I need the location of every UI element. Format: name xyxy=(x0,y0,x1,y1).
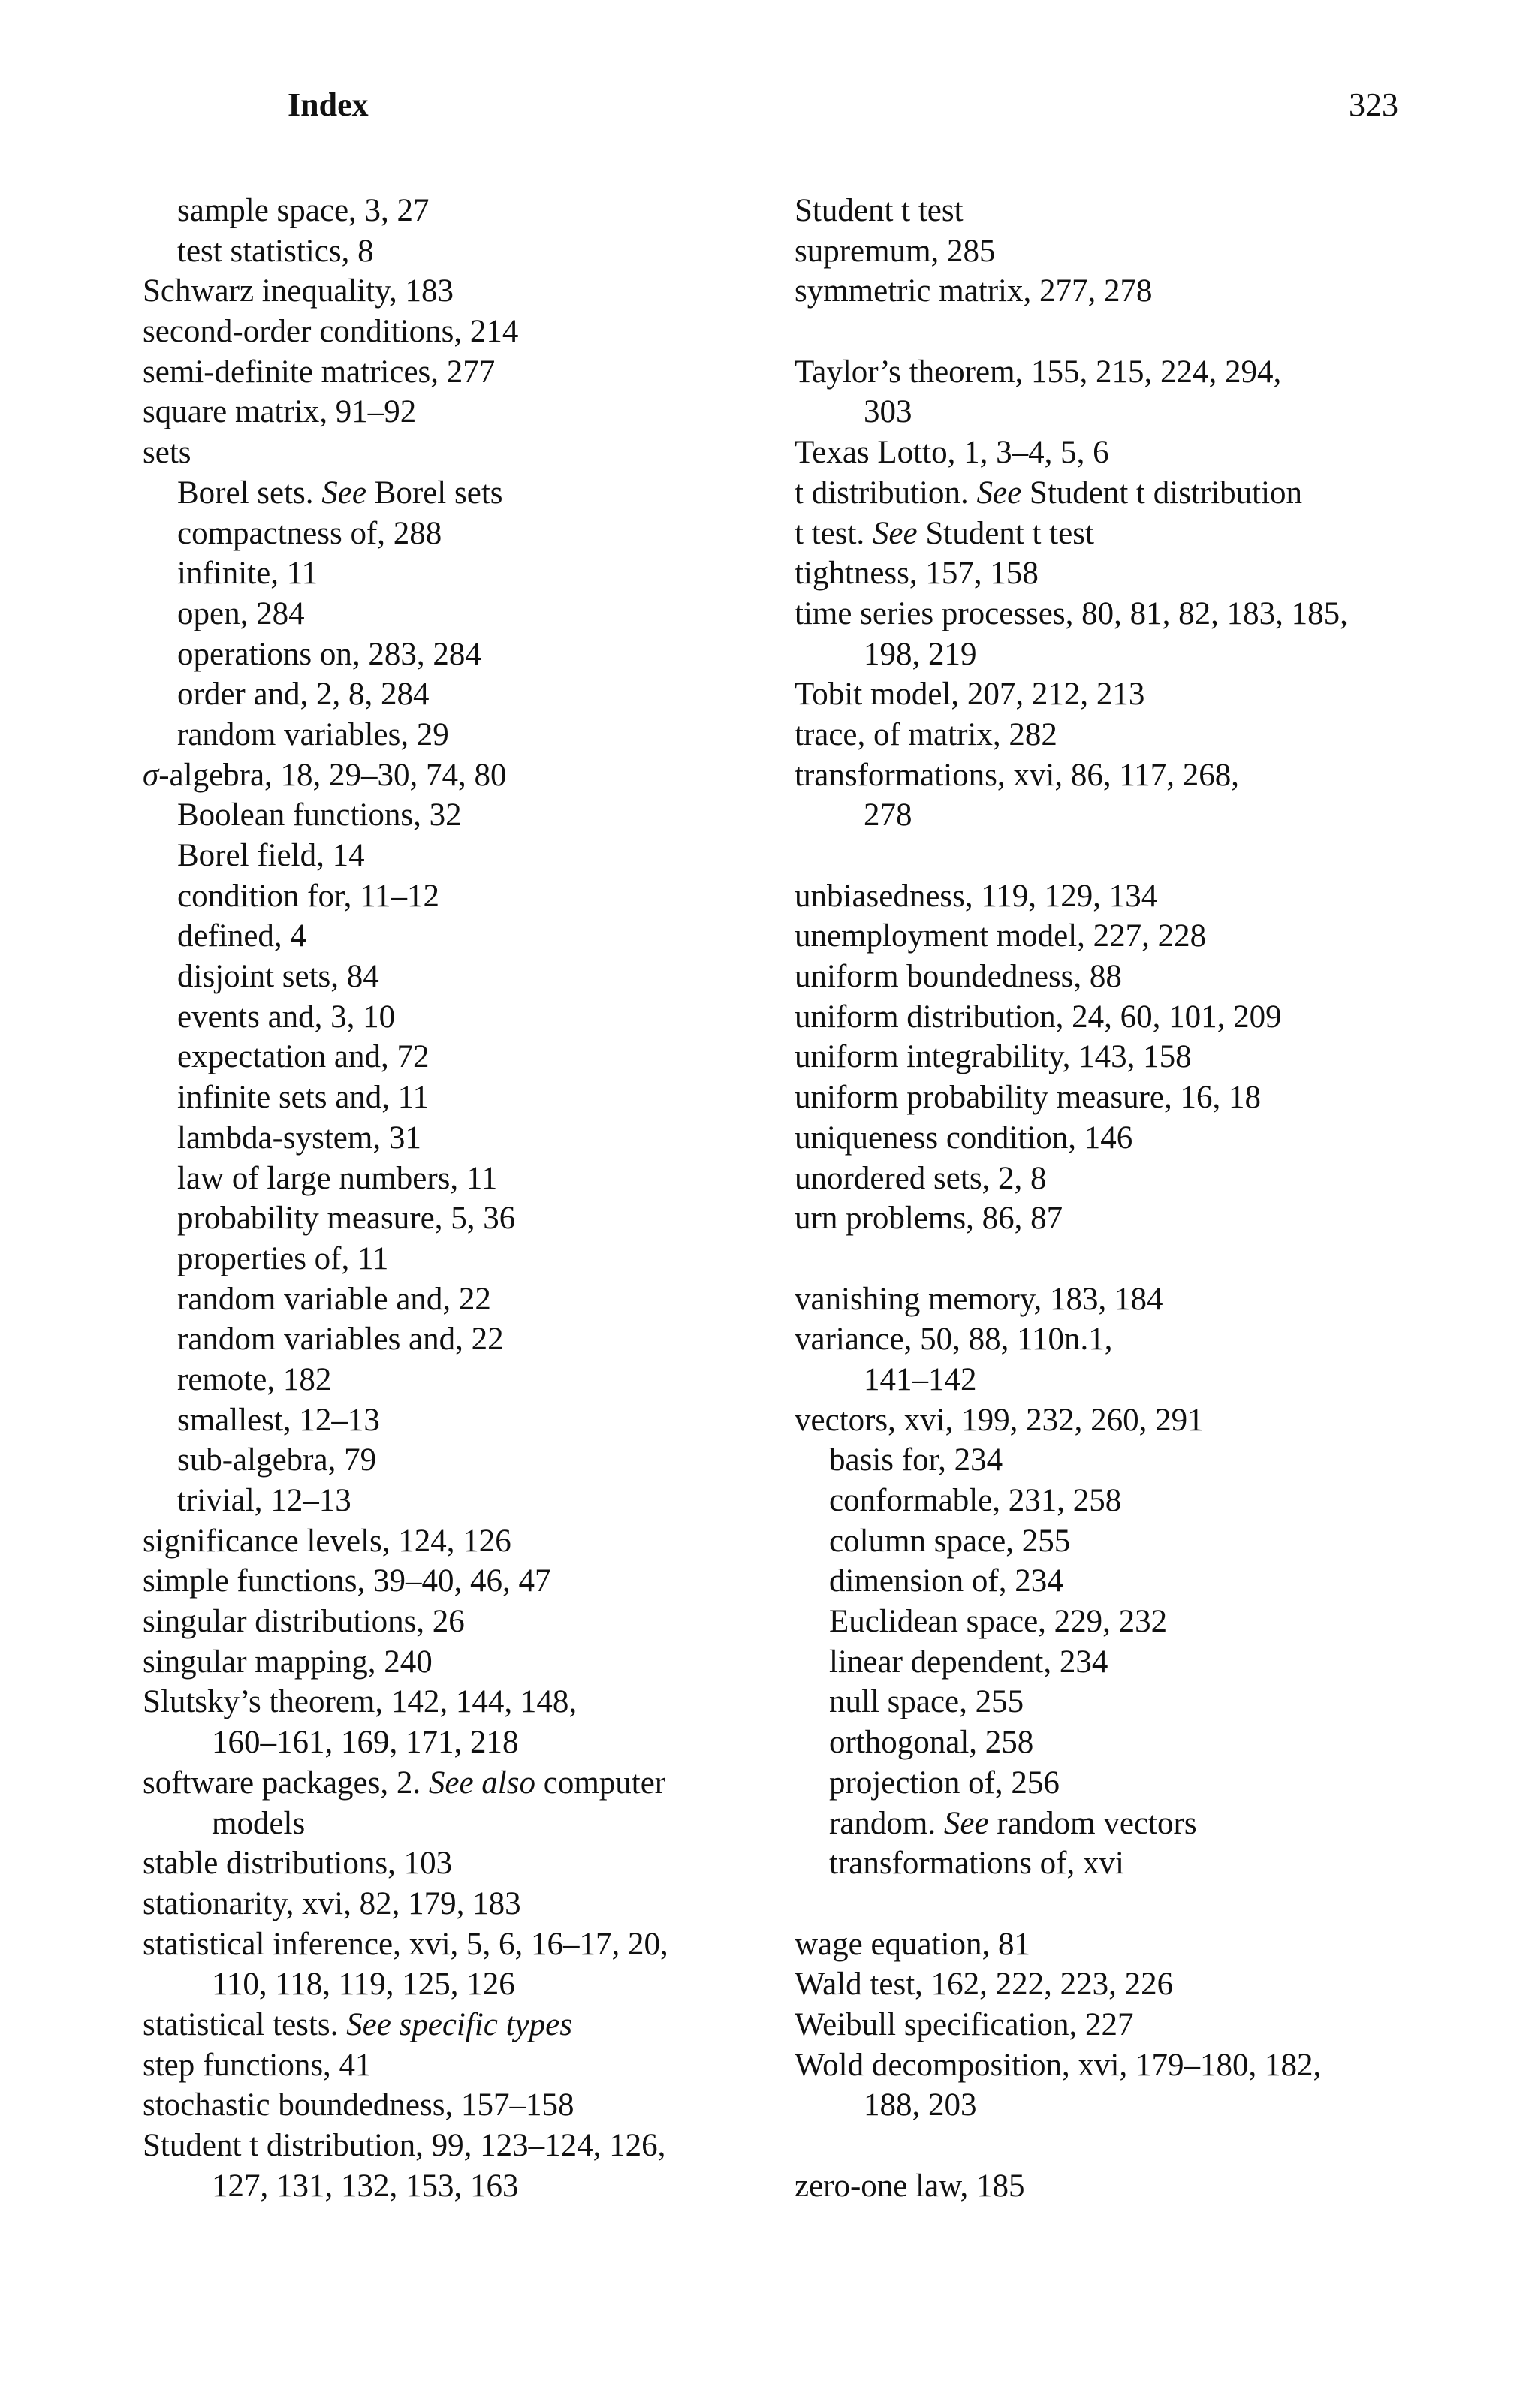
index-subentry xyxy=(143,1360,804,1400)
index-entry-text: order and, 2, 8, 284 xyxy=(177,677,430,713)
index-subentry xyxy=(143,916,804,957)
index-entry xyxy=(795,1077,1455,1118)
index-entry-text: Student t test xyxy=(917,515,1094,551)
index-entry xyxy=(795,916,1455,957)
index-entry-text: software packages, 2. xyxy=(143,1765,429,1801)
index-entry-text: simple functions, 39–40, 46, 47 xyxy=(143,1563,551,1599)
index-entry xyxy=(795,2166,1455,2207)
index-entry xyxy=(143,755,804,796)
index-group-gap xyxy=(795,312,1455,352)
index-entry-text: random variable and, 22 xyxy=(177,1281,491,1317)
index-entry xyxy=(795,594,1455,634)
index-entry xyxy=(795,957,1455,997)
index-entry-text: lambda-system, 31 xyxy=(177,1120,421,1156)
index-entry-text: column space, 255 xyxy=(829,1523,1071,1559)
index-subentry xyxy=(143,634,804,675)
index-cross-reference-label: See also xyxy=(428,1765,535,1801)
index-entry-text: uniform distribution, 24, 60, 101, 209 xyxy=(795,999,1282,1035)
index-entry-text: basis for, 234 xyxy=(829,1442,1003,1478)
index-entry-text: disjoint sets, 84 xyxy=(177,959,379,995)
index-entry-text: 188, 203 xyxy=(864,2087,977,2123)
index-entry-text: infinite sets and, 11 xyxy=(177,1080,430,1116)
index-cross-reference-label: See xyxy=(321,475,366,511)
index-entry-text: dimension of, 234 xyxy=(829,1563,1063,1599)
index-entry-text: semi-definite matrices, 277 xyxy=(143,354,496,390)
index-entry-text: vectors, xvi, 199, 232, 260, 291 xyxy=(795,1402,1204,1438)
index-entry-text: 141–142 xyxy=(864,1361,977,1397)
index-entry-text: Weibull specification, 227 xyxy=(795,2006,1134,2042)
index-entry-text: properties of, 11 xyxy=(177,1240,389,1276)
index-subentry xyxy=(143,514,804,554)
index-entry-text: Student t test xyxy=(795,193,964,228)
index-subentry xyxy=(795,1642,1455,1683)
index-cross-reference-label: See xyxy=(943,1805,989,1841)
index-entry-text: Wald test, 162, 222, 223, 226 xyxy=(795,1966,1174,2003)
index-entry-text: trivial, 12–13 xyxy=(177,1483,351,1518)
index-entry xyxy=(143,1521,804,1562)
index-subentry xyxy=(795,1804,1455,1844)
index-entry-text: random variables, 29 xyxy=(177,716,449,752)
index-subentry xyxy=(143,1037,804,1077)
index-entry xyxy=(795,1037,1455,1077)
index-entry xyxy=(795,876,1455,917)
index-subentry xyxy=(143,1440,804,1481)
index-entry-text: unbiasedness, 119, 129, 134 xyxy=(795,878,1158,914)
index-entry xyxy=(795,473,1455,514)
index-subentry xyxy=(143,1481,804,1521)
index-entry xyxy=(143,1924,804,1965)
index-entry xyxy=(795,432,1455,473)
index-subentry xyxy=(143,1118,804,1159)
index-entry-text: variance, 50, 88, 110n.1, xyxy=(795,1322,1113,1358)
index-subentry xyxy=(795,1722,1455,1763)
index-entry-text: Texas Lotto, 1, 3–4, 5, 6 xyxy=(795,435,1109,471)
index-entry-text: orthogonal, 258 xyxy=(829,1725,1034,1761)
index-entry-text: stable distributions, 103 xyxy=(143,1846,453,1882)
index-entry-text: remote, 182 xyxy=(177,1361,332,1397)
index-entry-continuation xyxy=(795,392,1455,432)
index-subentry xyxy=(795,1602,1455,1642)
index-entry xyxy=(795,1198,1455,1239)
index-entry-text: 198, 219 xyxy=(864,636,977,672)
index-entry-text: Schwarz inequality, 183 xyxy=(143,273,454,309)
index-cross-reference-label: See xyxy=(976,475,1022,511)
index-entry-text: significance levels, 124, 126 xyxy=(143,1523,511,1559)
index-subentry xyxy=(143,191,804,231)
index-entry-text: conformable, 231, 258 xyxy=(829,1483,1122,1518)
index-subentry xyxy=(795,1843,1455,1884)
index-entry-text: operations on, 283, 284 xyxy=(177,636,481,672)
index-subentry xyxy=(143,836,804,876)
index-entry-text: square matrix, 91–92 xyxy=(143,394,417,430)
index-subentry xyxy=(143,957,804,997)
index-entry xyxy=(795,1924,1455,1965)
index-entry xyxy=(795,1964,1455,2005)
index-subentry xyxy=(143,1239,804,1279)
index-entry xyxy=(143,392,804,432)
index-entry-continuation xyxy=(143,1722,804,1763)
index-subentry xyxy=(795,1682,1455,1722)
index-entry xyxy=(795,553,1455,594)
index-entry-text: Borel sets. xyxy=(177,475,322,511)
index-entry xyxy=(795,1118,1455,1159)
index-column-right xyxy=(795,191,1455,2206)
index-entry xyxy=(795,1159,1455,1199)
index-entry-text: linear dependent, 234 xyxy=(829,1644,1108,1680)
index-subentry xyxy=(143,1279,804,1320)
index-entry xyxy=(795,997,1455,1038)
index-entry-text: 127, 131, 132, 153, 163 xyxy=(212,2168,519,2204)
index-entry xyxy=(143,1602,804,1642)
index-entry-text: stochastic boundedness, 157–158 xyxy=(143,2087,574,2123)
index-entry xyxy=(143,352,804,393)
index-entry-text: test statistics, 8 xyxy=(177,233,374,269)
index-subentry xyxy=(143,1198,804,1239)
index-entry xyxy=(143,432,804,473)
index-entry-text: transformations, xvi, 86, 117, 268, xyxy=(795,757,1239,793)
index-entry-text: unemployment model, 227, 228 xyxy=(795,918,1207,954)
index-entry-text: 303 xyxy=(864,394,912,430)
index-entry-text: sub-algebra, 79 xyxy=(177,1442,377,1478)
index-entry-text: models xyxy=(212,1805,306,1841)
index-entry xyxy=(795,715,1455,755)
index-entry-text: random vectors xyxy=(988,1805,1197,1841)
index-entry-text: singular mapping, 240 xyxy=(143,1644,433,1680)
index-entry-text: t test. xyxy=(795,515,873,551)
index-subentry xyxy=(143,674,804,715)
index-entry xyxy=(795,352,1455,393)
index-entry xyxy=(143,271,804,312)
page-number: 323 xyxy=(1349,86,1398,123)
index-subentry xyxy=(143,553,804,594)
index-entry-text: random variables and, 22 xyxy=(177,1322,504,1358)
index-entry-continuation xyxy=(143,1804,804,1844)
index-entry-text: statistical tests. xyxy=(143,2006,347,2042)
index-entry-text: uniform boundedness, 88 xyxy=(795,959,1122,995)
index-entry xyxy=(143,1763,804,1804)
index-entry-text: compactness of, 288 xyxy=(177,515,442,551)
index-subentry xyxy=(143,473,804,514)
index-entry xyxy=(143,2045,804,2086)
index-entry xyxy=(143,312,804,352)
index-entry xyxy=(143,1642,804,1683)
index-entry-text: step functions, 41 xyxy=(143,2047,372,2083)
index-entry-text: sets xyxy=(143,435,191,471)
index-subentry xyxy=(143,1319,804,1360)
index-subentry xyxy=(143,1159,804,1199)
index-entry-continuation xyxy=(143,2166,804,2207)
index-entry xyxy=(143,1561,804,1602)
index-entry-text: random. xyxy=(829,1805,944,1841)
index-entry-text: singular distributions, 26 xyxy=(143,1604,465,1640)
index-entry-text: second-order conditions, 214 xyxy=(143,314,519,350)
index-entry-text: condition for, 11–12 xyxy=(177,878,439,914)
index-subentry xyxy=(143,594,804,634)
index-entry-text: smallest, 12–13 xyxy=(177,1402,380,1438)
index-entry-text: defined, 4 xyxy=(177,918,306,954)
index-entry-text: events and, 3, 10 xyxy=(177,999,396,1035)
index-entry-text: trace, of matrix, 282 xyxy=(795,716,1057,752)
index-subentry xyxy=(143,1400,804,1441)
index-entry xyxy=(143,2126,804,2166)
index-entry xyxy=(143,2005,804,2045)
index-entry-text: probability measure, 5, 36 xyxy=(177,1201,516,1237)
index-entry-text: 160–161, 169, 171, 218 xyxy=(212,1725,519,1761)
index-entry-text: null space, 255 xyxy=(829,1684,1024,1720)
index-entry-text: Taylor’s theorem, 155, 215, 224, 294, xyxy=(795,354,1282,390)
index-entry-text: zero-one law, 185 xyxy=(795,2168,1025,2204)
index-entry-text: Student t distribution, 99, 123–124, 126, xyxy=(143,2128,666,2163)
index-entry xyxy=(143,1843,804,1884)
index-entry-text: computer xyxy=(535,1765,666,1801)
index-subentry xyxy=(143,795,804,836)
index-entry xyxy=(795,1400,1455,1441)
index-entry-text: open, 284 xyxy=(177,595,305,631)
index-entry-text: Slutsky’s theorem, 142, 144, 148, xyxy=(143,1684,578,1720)
index-cross-reference-label: σ xyxy=(143,757,159,793)
index-entry-continuation xyxy=(795,795,1455,836)
index-entry xyxy=(143,1884,804,1924)
index-entry-text: stationarity, xvi, 82, 179, 183 xyxy=(143,1885,521,1921)
index-entry-text: -algebra, 18, 29–30, 74, 80 xyxy=(158,757,507,793)
index-entry xyxy=(795,191,1455,231)
index-entry-text: supremum, 285 xyxy=(795,233,996,269)
index-entry-text: infinite, 11 xyxy=(177,556,318,592)
index-entry-text: 278 xyxy=(864,797,912,833)
index-cross-reference-label: See specific types xyxy=(346,2006,572,2042)
index-group-gap xyxy=(795,1884,1455,1924)
index-entry-text: Boolean functions, 32 xyxy=(177,797,462,833)
index-entry-text: wage equation, 81 xyxy=(795,1926,1031,1962)
index-subentry xyxy=(143,997,804,1038)
index-entry-text: symmetric matrix, 277, 278 xyxy=(795,273,1153,309)
index-entry-continuation xyxy=(143,1964,804,2005)
index-entry-text: 110, 118, 119, 125, 126 xyxy=(212,1966,515,2003)
index-entry xyxy=(143,1682,804,1722)
index-group-gap xyxy=(795,2126,1455,2166)
index-subentry xyxy=(143,876,804,917)
index-subentry xyxy=(143,231,804,272)
index-entry xyxy=(795,755,1455,796)
index-entry-text: Borel sets xyxy=(366,475,503,511)
index-entry-text: tightness, 157, 158 xyxy=(795,556,1039,592)
index-entry xyxy=(795,2045,1455,2086)
index-cross-reference-label: See xyxy=(872,515,918,551)
index-entry-text: transformations of, xvi xyxy=(829,1846,1124,1882)
index-entry-text: t distribution. xyxy=(795,475,977,511)
index-subentry xyxy=(795,1481,1455,1521)
index-entry-text: uniform integrability, 143, 158 xyxy=(795,1039,1192,1075)
index-group-gap xyxy=(795,1239,1455,1279)
index-entry-text: statistical inference, xvi, 5, 6, 16–17, 20, xyxy=(143,1926,668,1962)
index-subentry xyxy=(143,1077,804,1118)
index-entry xyxy=(795,1279,1455,1320)
index-entry xyxy=(795,674,1455,715)
index-entry xyxy=(795,2005,1455,2045)
index-entry-text: expectation and, 72 xyxy=(177,1039,430,1075)
index-column-left xyxy=(143,191,804,2206)
index-entry-text: uniqueness condition, 146 xyxy=(795,1120,1133,1156)
index-subentry xyxy=(795,1561,1455,1602)
index-entry-text: Borel field, 14 xyxy=(177,838,365,873)
index-entry xyxy=(795,271,1455,312)
index-entry-text: Student t distribution xyxy=(1021,475,1303,511)
index-entry-text: Euclidean space, 229, 232 xyxy=(829,1604,1168,1640)
index-entry-continuation xyxy=(795,2085,1455,2126)
index-subentry xyxy=(795,1521,1455,1562)
page-title: Index xyxy=(288,86,369,123)
index-entry-text: uniform probability measure, 16, 18 xyxy=(795,1080,1261,1116)
index-entry xyxy=(795,1319,1455,1360)
index-group-gap xyxy=(795,836,1455,876)
index-entry-text: time series processes, 80, 81, 82, 183, 185, xyxy=(795,595,1348,631)
index-entry-continuation xyxy=(795,634,1455,675)
index-entry-text: Wold decomposition, xvi, 179–180, 182, xyxy=(795,2047,1322,2083)
index-entry-text: unordered sets, 2, 8 xyxy=(795,1160,1047,1196)
index-entry-text: Tobit model, 207, 212, 213 xyxy=(795,677,1145,713)
index-entry-text: sample space, 3, 27 xyxy=(177,193,430,228)
index-entry-text: urn problems, 86, 87 xyxy=(795,1201,1063,1237)
index-subentry xyxy=(143,715,804,755)
index-entry-text: law of large numbers, 11 xyxy=(177,1160,498,1196)
index-entry xyxy=(795,231,1455,272)
index-entry-text: vanishing memory, 183, 184 xyxy=(795,1281,1163,1317)
index-entry xyxy=(795,514,1455,554)
index-entry-continuation xyxy=(795,1360,1455,1400)
index-subentry xyxy=(795,1763,1455,1804)
index-subentry xyxy=(795,1440,1455,1481)
index-entry-text: projection of, 256 xyxy=(829,1765,1060,1801)
index-entry xyxy=(143,2085,804,2126)
